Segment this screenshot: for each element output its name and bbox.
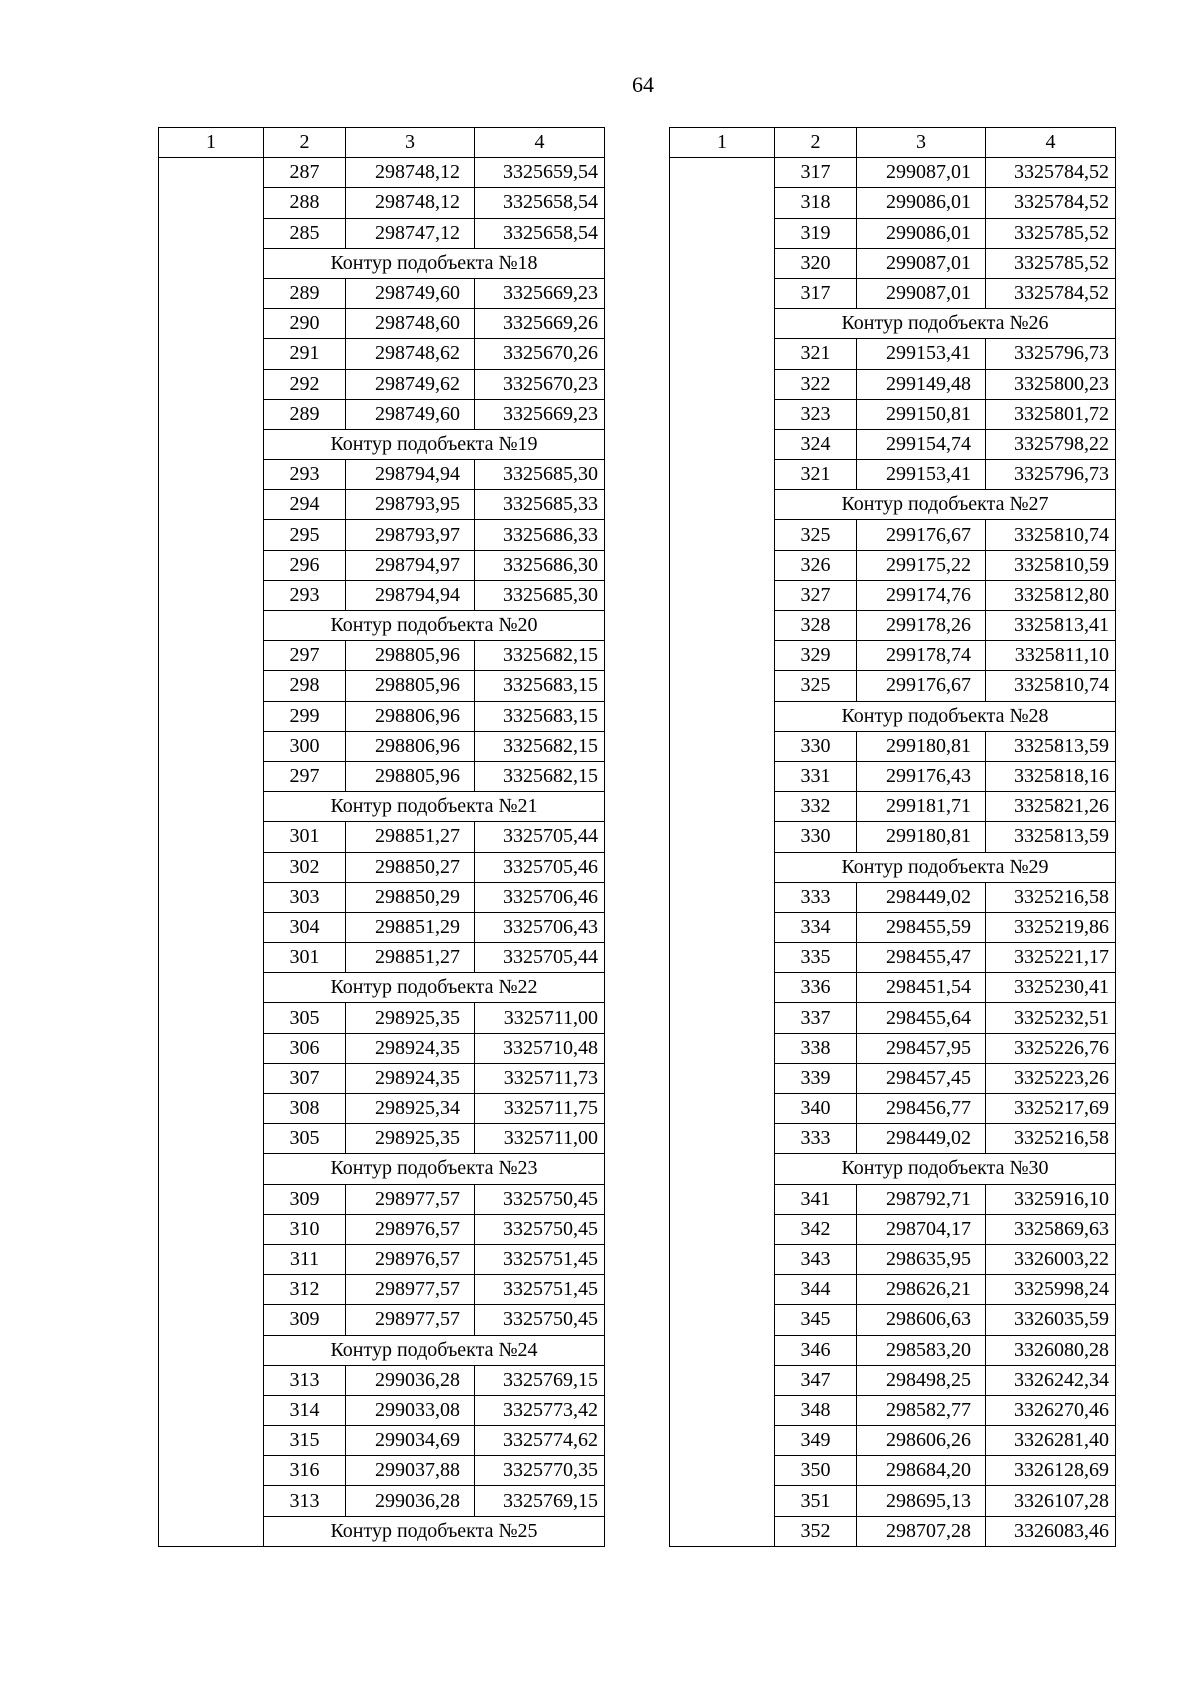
table-row	[670, 158, 1116, 188]
point-number: 335	[775, 943, 857, 973]
coordinate-x: 299153,41	[857, 339, 986, 369]
coordinate-x: 299175,22	[857, 550, 986, 580]
point-number: 293	[264, 460, 346, 490]
point-number: 309	[264, 1184, 346, 1214]
coordinate-y: 3325769,15	[475, 1365, 605, 1395]
point-number: 314	[264, 1395, 346, 1425]
coordinate-x: 298850,29	[346, 882, 475, 912]
coordinate-y: 3326035,59	[986, 1305, 1116, 1335]
point-number: 310	[264, 1214, 346, 1244]
point-number: 329	[775, 641, 857, 671]
coordinate-x: 298583,20	[857, 1335, 986, 1365]
coordinate-y: 3325216,58	[986, 1124, 1116, 1154]
coordinate-x: 298449,02	[857, 882, 986, 912]
header-row	[670, 128, 1116, 158]
coordinate-x: 298749,60	[346, 399, 475, 429]
coordinate-x: 298793,95	[346, 490, 475, 520]
coordinate-x: 298805,96	[346, 761, 475, 791]
coordinate-y: 3325813,59	[986, 731, 1116, 761]
point-number: 316	[264, 1456, 346, 1486]
point-number: 318	[775, 188, 857, 218]
point-number: 312	[264, 1275, 346, 1305]
contour-label: Контур подобъекта №27	[775, 490, 1116, 520]
coordinate-x: 298456,77	[857, 1094, 986, 1124]
point-number: 322	[775, 369, 857, 399]
point-number: 290	[264, 309, 346, 339]
point-number: 323	[775, 399, 857, 429]
coordinate-y: 3325796,73	[986, 460, 1116, 490]
header-cell: 3	[857, 128, 986, 158]
coordinate-x: 299087,01	[857, 278, 986, 308]
point-number: 303	[264, 882, 346, 912]
coordinate-x: 298635,95	[857, 1244, 986, 1274]
coordinate-y: 3325869,63	[986, 1214, 1116, 1244]
header-cell: 4	[986, 128, 1116, 158]
coordinate-y: 3325784,52	[986, 278, 1116, 308]
coordinate-x: 298455,59	[857, 912, 986, 942]
coordinate-x: 298749,60	[346, 278, 475, 308]
point-number: 339	[775, 1063, 857, 1093]
coordinate-y: 3325659,54	[475, 158, 605, 188]
point-number: 289	[264, 278, 346, 308]
coordinate-x: 298451,54	[857, 973, 986, 1003]
point-number: 325	[775, 671, 857, 701]
point-number: 343	[775, 1244, 857, 1274]
point-number: 336	[775, 973, 857, 1003]
coordinate-x: 298707,28	[857, 1516, 986, 1546]
coordinate-x: 298976,57	[346, 1244, 475, 1274]
coordinate-y: 3325217,69	[986, 1094, 1116, 1124]
point-number: 297	[264, 761, 346, 791]
coordinate-x: 298806,96	[346, 701, 475, 731]
header-cell: 1	[670, 128, 775, 158]
coordinate-x: 299087,01	[857, 248, 986, 278]
point-number: 311	[264, 1244, 346, 1274]
coordinate-y: 3325711,00	[475, 1124, 605, 1154]
point-number: 315	[264, 1426, 346, 1456]
coordinate-y: 3325230,41	[986, 973, 1116, 1003]
point-number: 298	[264, 671, 346, 701]
coordinate-x: 298606,63	[857, 1305, 986, 1335]
coordinate-y: 3325682,15	[475, 641, 605, 671]
coordinate-y: 3325774,62	[475, 1426, 605, 1456]
coordinate-x: 298626,21	[857, 1275, 986, 1305]
coordinates-table-left	[158, 127, 605, 1547]
point-number: 333	[775, 882, 857, 912]
coordinate-y: 3325658,54	[475, 188, 605, 218]
contour-label: Контур подобъекта №21	[264, 792, 605, 822]
point-number: 287	[264, 158, 346, 188]
coordinate-x: 298976,57	[346, 1214, 475, 1244]
coordinate-x: 298924,35	[346, 1063, 475, 1093]
point-number: 346	[775, 1335, 857, 1365]
object-cell	[670, 158, 775, 1547]
point-number: 299	[264, 701, 346, 731]
coordinate-x: 299153,41	[857, 460, 986, 490]
point-number: 326	[775, 550, 857, 580]
point-number: 330	[775, 822, 857, 852]
contour-label: Контур подобъекта №18	[264, 248, 605, 278]
point-number: 308	[264, 1094, 346, 1124]
coordinate-y: 3325750,45	[475, 1214, 605, 1244]
coordinate-x: 299086,01	[857, 188, 986, 218]
coordinate-y: 3325751,45	[475, 1275, 605, 1305]
coordinate-x: 299178,74	[857, 641, 986, 671]
coordinate-y: 3325670,26	[475, 339, 605, 369]
coordinate-x: 298748,60	[346, 309, 475, 339]
point-number: 352	[775, 1516, 857, 1546]
coordinate-y: 3325784,52	[986, 188, 1116, 218]
coordinate-y: 3325810,74	[986, 671, 1116, 701]
point-number: 296	[264, 550, 346, 580]
coordinate-x: 298851,29	[346, 912, 475, 942]
coordinate-x: 298606,26	[857, 1426, 986, 1456]
point-number: 288	[264, 188, 346, 218]
point-number: 345	[775, 1305, 857, 1335]
coordinate-y: 3326003,22	[986, 1244, 1116, 1274]
coordinate-y: 3326107,28	[986, 1486, 1116, 1516]
coordinate-y: 3325784,52	[986, 158, 1116, 188]
coordinate-y: 3325811,10	[986, 641, 1116, 671]
coordinate-y: 3325710,48	[475, 1033, 605, 1063]
point-number: 350	[775, 1456, 857, 1486]
coordinate-y: 3325706,43	[475, 912, 605, 942]
point-number: 342	[775, 1214, 857, 1244]
point-number: 313	[264, 1486, 346, 1516]
point-number: 305	[264, 1003, 346, 1033]
coordinate-y: 3325685,33	[475, 490, 605, 520]
point-number: 344	[775, 1275, 857, 1305]
contour-label: Контур подобъекта №20	[264, 611, 605, 641]
contour-label: Контур подобъекта №26	[775, 309, 1116, 339]
coordinate-y: 3325810,59	[986, 550, 1116, 580]
point-number: 301	[264, 822, 346, 852]
coordinate-y: 3325711,00	[475, 1003, 605, 1033]
point-number: 351	[775, 1486, 857, 1516]
contour-label: Контур подобъекта №29	[775, 852, 1116, 882]
contour-label: Контур подобъекта №24	[264, 1335, 605, 1365]
coordinate-y: 3325785,52	[986, 248, 1116, 278]
coordinate-y: 3325232,51	[986, 1003, 1116, 1033]
coordinates-table-right	[669, 127, 1116, 1547]
coordinate-x: 299037,88	[346, 1456, 475, 1486]
coordinate-y: 3325221,17	[986, 943, 1116, 973]
coordinate-y: 3325686,33	[475, 520, 605, 550]
point-number: 304	[264, 912, 346, 942]
coordinate-x: 299036,28	[346, 1486, 475, 1516]
point-number: 289	[264, 399, 346, 429]
coordinate-x: 299033,08	[346, 1395, 475, 1425]
point-number: 293	[264, 580, 346, 610]
coordinate-y: 3326128,69	[986, 1456, 1116, 1486]
coordinate-x: 298449,02	[857, 1124, 986, 1154]
contour-label: Контур подобъекта №23	[264, 1154, 605, 1184]
point-number: 349	[775, 1426, 857, 1456]
point-number: 338	[775, 1033, 857, 1063]
coordinate-y: 3325706,46	[475, 882, 605, 912]
coordinate-x: 298805,96	[346, 641, 475, 671]
coordinate-x: 298748,12	[346, 188, 475, 218]
point-number: 294	[264, 490, 346, 520]
coordinate-x: 298455,47	[857, 943, 986, 973]
point-number: 331	[775, 761, 857, 791]
coordinate-y: 3325821,26	[986, 792, 1116, 822]
point-number: 320	[775, 248, 857, 278]
coordinate-x: 298457,95	[857, 1033, 986, 1063]
coordinate-y: 3325750,45	[475, 1184, 605, 1214]
point-number: 330	[775, 731, 857, 761]
header-cell: 2	[264, 128, 346, 158]
coordinate-x: 298748,12	[346, 158, 475, 188]
point-number: 285	[264, 218, 346, 248]
coordinate-y: 3325801,72	[986, 399, 1116, 429]
coordinate-x: 298805,96	[346, 671, 475, 701]
coordinate-x: 299036,28	[346, 1365, 475, 1395]
point-number: 325	[775, 520, 857, 550]
point-number: 295	[264, 520, 346, 550]
coordinate-x: 298977,57	[346, 1184, 475, 1214]
point-number: 313	[264, 1365, 346, 1395]
point-number: 321	[775, 460, 857, 490]
coordinate-x: 298925,35	[346, 1003, 475, 1033]
coordinate-x: 298806,96	[346, 731, 475, 761]
coordinate-x: 298851,27	[346, 943, 475, 973]
coordinate-y: 3325219,86	[986, 912, 1116, 942]
coordinate-y: 3325773,42	[475, 1395, 605, 1425]
coordinate-x: 298749,62	[346, 369, 475, 399]
coordinate-x: 298792,71	[857, 1184, 986, 1214]
coordinate-x: 298498,25	[857, 1365, 986, 1395]
coordinate-y: 3325223,26	[986, 1063, 1116, 1093]
object-cell	[159, 158, 264, 1547]
coordinate-y: 3325812,80	[986, 580, 1116, 610]
coordinate-y: 3325670,23	[475, 369, 605, 399]
coordinate-x: 298684,20	[857, 1456, 986, 1486]
contour-label: Контур подобъекта №25	[264, 1516, 605, 1546]
coordinate-y: 3325998,24	[986, 1275, 1116, 1305]
coordinate-y: 3325682,15	[475, 731, 605, 761]
coordinate-y: 3325669,26	[475, 309, 605, 339]
coordinate-x: 299034,69	[346, 1426, 475, 1456]
coordinate-x: 299176,67	[857, 520, 986, 550]
coordinate-y: 3325785,52	[986, 218, 1116, 248]
coordinate-x: 299086,01	[857, 218, 986, 248]
coordinate-y: 3325686,30	[475, 550, 605, 580]
coordinate-x: 299087,01	[857, 158, 986, 188]
coordinate-y: 3325683,15	[475, 671, 605, 701]
point-number: 317	[775, 278, 857, 308]
point-number: 309	[264, 1305, 346, 1335]
coordinate-x: 299149,48	[857, 369, 986, 399]
header-cell: 4	[475, 128, 605, 158]
point-number: 307	[264, 1063, 346, 1093]
coordinate-y: 3325711,75	[475, 1094, 605, 1124]
coordinate-x: 299154,74	[857, 429, 986, 459]
coordinate-x: 298850,27	[346, 852, 475, 882]
point-number: 348	[775, 1395, 857, 1425]
coordinate-x: 298455,64	[857, 1003, 986, 1033]
point-number: 340	[775, 1094, 857, 1124]
point-number: 332	[775, 792, 857, 822]
coordinate-x: 298704,17	[857, 1214, 986, 1244]
coordinate-y: 3325818,16	[986, 761, 1116, 791]
point-number: 305	[264, 1124, 346, 1154]
coordinate-y: 3325705,46	[475, 852, 605, 882]
coordinate-x: 298793,97	[346, 520, 475, 550]
contour-label: Контур подобъекта №19	[264, 429, 605, 459]
coordinate-y: 3325216,58	[986, 882, 1116, 912]
table-row	[159, 158, 605, 188]
point-number: 337	[775, 1003, 857, 1033]
coordinate-y: 3325705,44	[475, 822, 605, 852]
coordinate-x: 299180,81	[857, 822, 986, 852]
header-cell: 1	[159, 128, 264, 158]
coordinate-y: 3325916,10	[986, 1184, 1116, 1214]
point-number: 347	[775, 1365, 857, 1395]
point-number: 334	[775, 912, 857, 942]
coordinate-x: 298747,12	[346, 218, 475, 248]
point-number: 301	[264, 943, 346, 973]
point-number: 327	[775, 580, 857, 610]
contour-label: Контур подобъекта №30	[775, 1154, 1116, 1184]
point-number: 300	[264, 731, 346, 761]
coordinate-x: 299176,67	[857, 671, 986, 701]
point-number: 319	[775, 218, 857, 248]
coordinate-x: 298977,57	[346, 1275, 475, 1305]
coordinate-y: 3325711,73	[475, 1063, 605, 1093]
coordinate-y: 3325658,54	[475, 218, 605, 248]
coordinate-x: 298977,57	[346, 1305, 475, 1335]
coordinate-y: 3325705,44	[475, 943, 605, 973]
coordinate-y: 3325682,15	[475, 761, 605, 791]
coordinate-x: 299176,43	[857, 761, 986, 791]
point-number: 297	[264, 641, 346, 671]
coordinate-x: 298851,27	[346, 822, 475, 852]
coordinate-x: 298582,77	[857, 1395, 986, 1425]
coordinate-y: 3325770,35	[475, 1456, 605, 1486]
coordinate-y: 3325750,45	[475, 1305, 605, 1335]
coordinate-y: 3325751,45	[475, 1244, 605, 1274]
point-number: 292	[264, 369, 346, 399]
coordinate-y: 3325813,59	[986, 822, 1116, 852]
point-number: 333	[775, 1124, 857, 1154]
point-number: 328	[775, 611, 857, 641]
coordinate-y: 3325226,76	[986, 1033, 1116, 1063]
coordinate-y: 3326270,46	[986, 1395, 1116, 1425]
coordinate-x: 298748,62	[346, 339, 475, 369]
contour-label: Контур подобъекта №28	[775, 701, 1116, 731]
header-cell: 2	[775, 128, 857, 158]
point-number: 321	[775, 339, 857, 369]
page-number: 64	[632, 72, 654, 97]
point-number: 302	[264, 852, 346, 882]
coordinate-x: 298457,45	[857, 1063, 986, 1093]
coordinate-y: 3325669,23	[475, 399, 605, 429]
coordinate-x: 299150,81	[857, 399, 986, 429]
coordinate-x: 298794,94	[346, 580, 475, 610]
coordinate-y: 3326080,28	[986, 1335, 1116, 1365]
coordinate-y: 3326083,46	[986, 1516, 1116, 1546]
coordinate-x: 299181,71	[857, 792, 986, 822]
coordinate-y: 3325685,30	[475, 460, 605, 490]
coordinate-x: 299180,81	[857, 731, 986, 761]
coordinate-y: 3326242,34	[986, 1365, 1116, 1395]
coordinate-x: 298794,94	[346, 460, 475, 490]
coordinate-y: 3325685,30	[475, 580, 605, 610]
coordinate-x: 298924,35	[346, 1033, 475, 1063]
point-number: 341	[775, 1184, 857, 1214]
point-number: 306	[264, 1033, 346, 1063]
coordinate-y: 3325683,15	[475, 701, 605, 731]
contour-label: Контур подобъекта №22	[264, 973, 605, 1003]
coordinate-y: 3325669,23	[475, 278, 605, 308]
coordinate-y: 3325800,23	[986, 369, 1116, 399]
coordinate-x: 298925,35	[346, 1124, 475, 1154]
coordinate-y: 3326281,40	[986, 1426, 1116, 1456]
coordinate-x: 298695,13	[857, 1486, 986, 1516]
point-number: 324	[775, 429, 857, 459]
point-number: 291	[264, 339, 346, 369]
coordinate-y: 3325798,22	[986, 429, 1116, 459]
coordinate-x: 299174,76	[857, 580, 986, 610]
coordinate-x: 299178,26	[857, 611, 986, 641]
coordinate-y: 3325769,15	[475, 1486, 605, 1516]
header-row	[159, 128, 605, 158]
header-cell: 3	[346, 128, 475, 158]
coordinate-x: 298794,97	[346, 550, 475, 580]
coordinate-y: 3325813,41	[986, 611, 1116, 641]
coordinate-x: 298925,34	[346, 1094, 475, 1124]
point-number: 317	[775, 158, 857, 188]
coordinate-y: 3325810,74	[986, 520, 1116, 550]
coordinate-y: 3325796,73	[986, 339, 1116, 369]
